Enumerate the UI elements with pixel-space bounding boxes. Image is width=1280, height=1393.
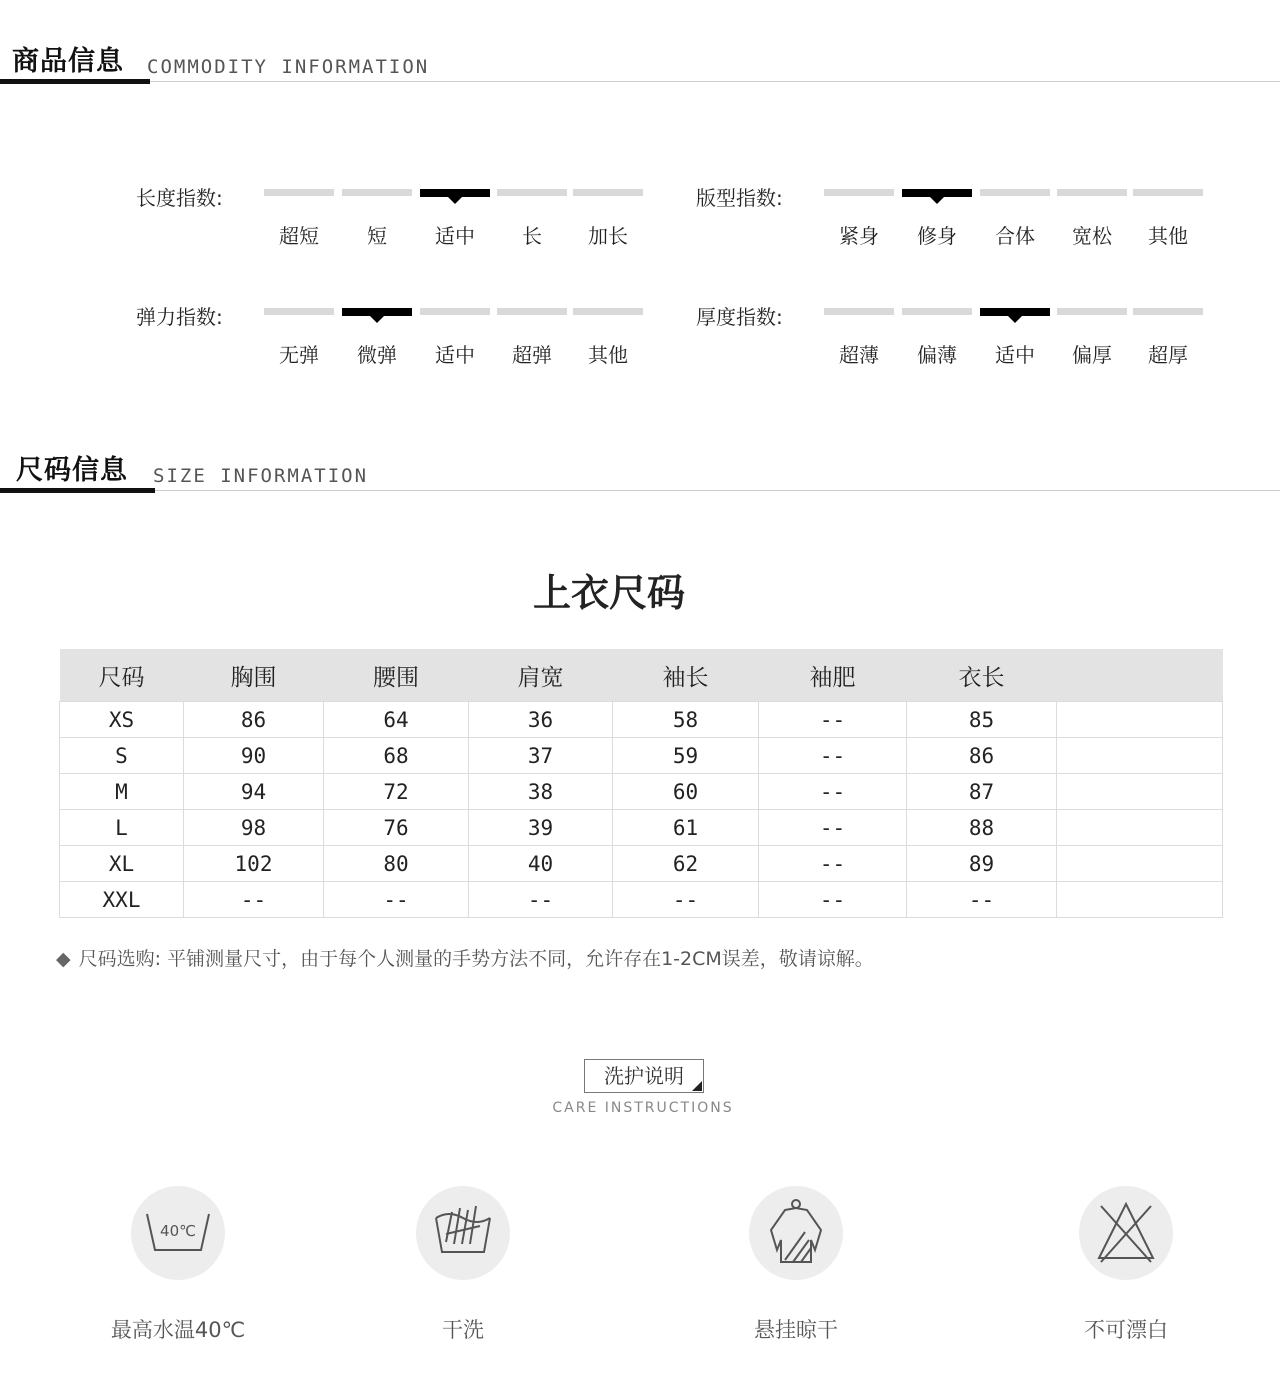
table-cell: 80 — [324, 846, 469, 882]
care-title-box — [584, 1059, 704, 1093]
table-cell: S — [60, 738, 184, 774]
index-option: 适中 — [995, 343, 1035, 367]
table-cell-empty — [1057, 882, 1223, 918]
table-cell: -- — [324, 882, 469, 918]
table-cell: 86 — [907, 738, 1057, 774]
index-segment — [497, 308, 567, 315]
table-cell: -- — [613, 882, 759, 918]
table-row — [60, 846, 1223, 882]
table-cell-empty — [1057, 846, 1223, 882]
index-segment-selected — [342, 308, 412, 316]
table-row — [60, 702, 1223, 738]
table-cell: -- — [469, 882, 613, 918]
no-bleach-icon — [1079, 1186, 1173, 1280]
table-cell: XL — [60, 846, 184, 882]
table-cell: 89 — [907, 846, 1057, 882]
index-segment — [264, 308, 334, 315]
table-cell: 86 — [184, 702, 324, 738]
index-option: 超弹 — [512, 343, 552, 367]
index-option: 紧身 — [839, 224, 879, 248]
table-cell: 98 — [184, 810, 324, 846]
column-header: 尺码 — [60, 649, 184, 702]
index-segment — [824, 308, 894, 315]
care-label: 干洗 — [442, 1318, 484, 1342]
care-item-hang-dry — [706, 1186, 886, 1344]
table-cell: L — [60, 810, 184, 846]
index-option: 超短 — [279, 224, 319, 248]
column-header: 衣长 — [907, 649, 1057, 702]
column-header-empty — [1057, 649, 1223, 702]
table-cell: 102 — [184, 846, 324, 882]
index-segment — [573, 189, 643, 196]
care-label: 最高水温40℃ — [110, 1318, 246, 1342]
size-note-text: 尺码选购: 平铺测量尺寸，由于每个人测量的手势方法不同，允许存在1-2CM误差，敬请谅解。 — [78, 948, 874, 970]
table-cell: 40 — [469, 846, 613, 882]
index-segment — [902, 308, 972, 315]
index-option: 微弹 — [357, 343, 397, 367]
table-cell: M — [60, 774, 184, 810]
table-cell: 87 — [907, 774, 1057, 810]
table-cell: 38 — [469, 774, 613, 810]
table-cell-empty — [1057, 774, 1223, 810]
column-header: 胸围 — [184, 649, 324, 702]
table-cell: 90 — [184, 738, 324, 774]
index-segment — [264, 189, 334, 196]
index-label: 长度指数: — [136, 186, 223, 210]
index-label: 版型指数: — [696, 186, 783, 210]
diamond-icon: ◆ — [56, 948, 71, 970]
hang-dry-icon — [749, 1186, 843, 1280]
index-option: 偏薄 — [917, 343, 957, 367]
table-cell: 62 — [613, 846, 759, 882]
table-cell: 68 — [324, 738, 469, 774]
index-segment — [420, 308, 490, 315]
care-item-dry-clean — [373, 1186, 553, 1344]
index-option: 无弹 — [279, 343, 319, 367]
table-cell: -- — [759, 702, 907, 738]
size-note — [56, 944, 874, 971]
care-label: 不可漂白 — [1084, 1318, 1168, 1342]
index-segment — [342, 189, 412, 196]
table-cell: -- — [759, 774, 907, 810]
index-segment — [1057, 189, 1127, 196]
table-cell: 59 — [613, 738, 759, 774]
table-cell: -- — [759, 882, 907, 918]
index-segment — [1133, 308, 1203, 315]
table-row — [60, 774, 1223, 810]
table-cell-empty — [1057, 810, 1223, 846]
column-header: 腰围 — [324, 649, 469, 702]
index-segment-selected — [420, 189, 490, 197]
dry-clean-icon — [416, 1186, 510, 1280]
column-header: 袖长 — [613, 649, 759, 702]
size-table — [59, 649, 1223, 918]
table-cell: 76 — [324, 810, 469, 846]
index-segment — [497, 189, 567, 196]
index-option: 适中 — [435, 343, 475, 367]
index-option: 偏厚 — [1072, 343, 1112, 367]
commodity-title-en: COMMODITY INFORMATION — [147, 56, 430, 78]
size-title-cn: 尺码信息 — [16, 455, 128, 486]
table-cell-empty — [1057, 738, 1223, 774]
table-cell: 58 — [613, 702, 759, 738]
table-row — [60, 882, 1223, 918]
table-cell: -- — [759, 846, 907, 882]
table-cell: 88 — [907, 810, 1057, 846]
index-segment-selected — [980, 308, 1050, 316]
table-cell: XXL — [60, 882, 184, 918]
table-cell: 60 — [613, 774, 759, 810]
table-cell: -- — [907, 882, 1057, 918]
index-option: 短 — [367, 224, 387, 248]
svg-text:40℃: 40℃ — [160, 1222, 196, 1240]
index-option: 适中 — [435, 224, 475, 248]
column-header: 肩宽 — [469, 649, 613, 702]
table-cell: 72 — [324, 774, 469, 810]
size-title-en: SIZE INFORMATION — [153, 465, 369, 487]
index-segment — [573, 308, 643, 315]
index-option: 超厚 — [1148, 343, 1188, 367]
index-option: 其他 — [588, 343, 628, 367]
divider — [0, 81, 1280, 82]
table-cell: 85 — [907, 702, 1057, 738]
header-underline — [0, 488, 155, 493]
table-cell: 94 — [184, 774, 324, 810]
table-cell: 61 — [613, 810, 759, 846]
care-label: 悬挂晾干 — [754, 1318, 838, 1342]
table-cell: -- — [184, 882, 324, 918]
table-header-row — [60, 649, 1223, 702]
commodity-section-header — [0, 48, 1280, 88]
index-segment — [980, 189, 1050, 196]
index-label: 弹力指数: — [136, 305, 223, 329]
index-segment-selected — [902, 189, 972, 197]
divider — [0, 490, 1280, 491]
index-option: 宽松 — [1072, 224, 1112, 248]
table-row — [60, 810, 1223, 846]
commodity-title-cn: 商品信息 — [12, 46, 124, 77]
index-option: 加长 — [588, 224, 628, 248]
index-option: 长 — [522, 224, 542, 248]
index-segment — [1133, 189, 1203, 196]
column-header: 袖肥 — [759, 649, 907, 702]
care-item-no-bleach — [1036, 1186, 1216, 1344]
index-option: 超薄 — [839, 343, 879, 367]
index-option: 合体 — [995, 224, 1035, 248]
table-cell-empty — [1057, 702, 1223, 738]
corner-triangle-icon — [692, 1081, 702, 1091]
table-cell: 36 — [469, 702, 613, 738]
header-underline — [0, 79, 150, 84]
index-label: 厚度指数: — [696, 305, 783, 329]
care-subtitle: CARE INSTRUCTIONS — [552, 1100, 734, 1116]
table-cell: 37 — [469, 738, 613, 774]
index-option: 修身 — [917, 224, 957, 248]
index-option: 其他 — [1148, 224, 1188, 248]
table-cell: XS — [60, 702, 184, 738]
table-cell: -- — [759, 738, 907, 774]
table-row — [60, 738, 1223, 774]
size-section-header — [0, 457, 1280, 497]
index-segment — [1057, 308, 1127, 315]
care-title: 洗护说明 — [604, 1064, 684, 1088]
index-segment — [824, 189, 894, 196]
care-item-wash — [88, 1186, 268, 1344]
table-cell: 64 — [324, 702, 469, 738]
table-cell: -- — [759, 810, 907, 846]
size-chart-title: 上衣尺码 — [532, 570, 685, 615]
table-cell: 39 — [469, 810, 613, 846]
wash-40c-icon — [131, 1186, 225, 1280]
